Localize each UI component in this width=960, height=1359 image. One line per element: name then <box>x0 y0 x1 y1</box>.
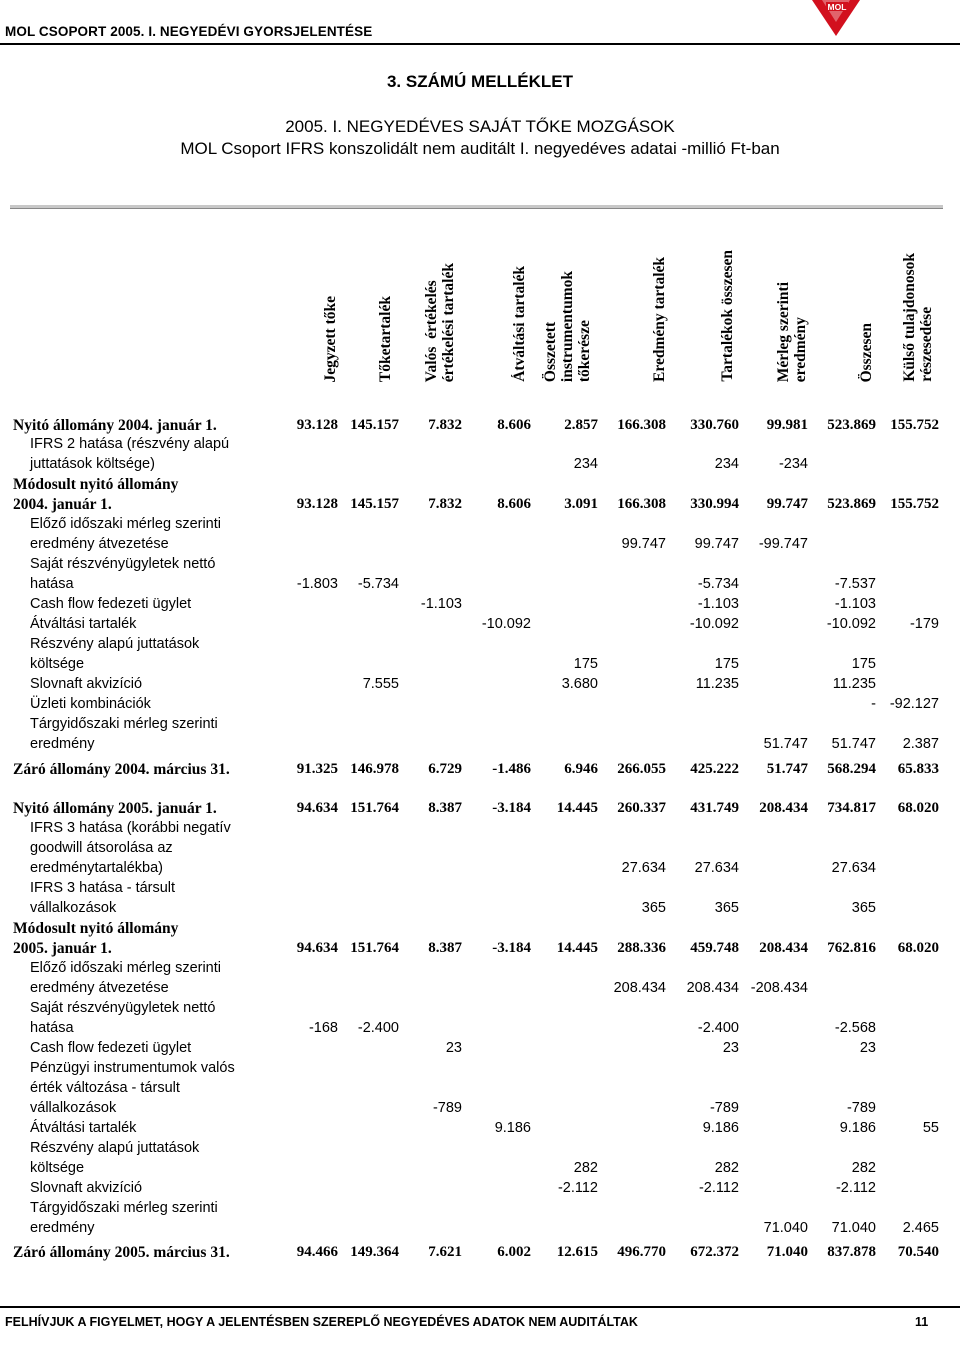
row-label: költsége <box>30 1160 85 1176</box>
row-label: Záró állomány 2005. március 31. <box>13 1244 230 1261</box>
table-cell: -3.184 <box>492 940 531 956</box>
table-cell: 99.747 <box>621 536 666 552</box>
table-cell: 425.222 <box>690 761 739 777</box>
table-row <box>0 1080 960 1100</box>
table-cell: -10.092 <box>689 616 739 632</box>
column-header-label: Valós értékelés értékelési tartalék <box>423 262 457 382</box>
logo-text: MOL <box>827 2 847 12</box>
table-row <box>0 716 960 736</box>
table-cell: 23 <box>859 1040 876 1056</box>
header-title: MOL CSOPORT 2005. I. NEGYEDÉVI GYORSJELENTÉSE <box>5 24 373 39</box>
table-cell: 8.606 <box>497 496 531 512</box>
table-cell: 208.434 <box>613 980 666 996</box>
row-label: Üzleti kombinációk <box>30 696 151 712</box>
footer-note: FELHÍVJUK A FIGYELMET, HOGY A JELENTÉSBEN SZEREPLŐ NEGYEDÉVES ADATOK NEM AUDITÁLTAK <box>5 1315 638 1329</box>
table-cell: 175 <box>714 656 739 672</box>
table-cell: 94.466 <box>296 1244 338 1260</box>
table-cell: 68.020 <box>897 800 939 816</box>
table-row <box>0 536 960 556</box>
column-header <box>511 222 528 382</box>
row-label: Záró állomány 2004. március 31. <box>13 761 230 778</box>
row-label: Módosult nyitó állomány <box>13 920 179 937</box>
table-cell: 2.465 <box>902 1220 939 1236</box>
row-label: Nyitó állomány 2004. január 1. <box>13 417 217 434</box>
table-cell: 68.020 <box>897 940 939 956</box>
table-row <box>0 940 960 960</box>
table-cell: 288.336 <box>617 940 666 956</box>
row-label: IFRS 2 hatása (részvény alapú <box>30 436 230 452</box>
table-cell: 523.869 <box>827 496 876 512</box>
table-cell: 9.186 <box>494 1120 531 1136</box>
table-row <box>0 456 960 476</box>
report-title: 2005. I. NEGYEDÉVES SAJÁT TŐKE MOZGÁSOK <box>285 117 675 136</box>
table-cell: 155.752 <box>890 496 939 512</box>
row-label: Átváltási tartalék <box>30 616 137 632</box>
table-cell: 330.994 <box>690 496 739 512</box>
table-row <box>0 1120 960 1140</box>
table-cell: 14.445 <box>556 800 598 816</box>
table-row <box>0 556 960 576</box>
table-cell: 149.364 <box>350 1244 399 1260</box>
table-cell: 99.981 <box>766 417 808 433</box>
table-cell: 365 <box>714 900 739 916</box>
table-cell: 208.434 <box>759 800 808 816</box>
table-cell: 8.606 <box>497 417 531 433</box>
table-cell: 51.747 <box>763 736 808 752</box>
table-cell: -1.803 <box>296 576 338 592</box>
table-row <box>0 900 960 920</box>
column-header <box>901 222 935 382</box>
table-row <box>0 417 960 437</box>
row-label: Pénzügyi instrumentumok valós <box>30 1060 235 1076</box>
column-header-label: Átváltási tartalék <box>510 266 528 382</box>
table-cell: -2.112 <box>557 1180 598 1196</box>
column-header <box>377 222 394 382</box>
row-label: Cash flow fedezeti ügylet <box>30 1040 192 1056</box>
row-label: Slovnaft akvizíció <box>30 676 143 692</box>
report-subtitle: MOL Csoport IFRS konszolidált nem auditált I. negyedéves adatai -millió Ft-ban <box>180 139 780 158</box>
table-row <box>0 436 960 456</box>
table-cell: -2.400 <box>697 1020 739 1036</box>
table-cell: 7.832 <box>428 417 462 433</box>
table-cell: 71.040 <box>831 1220 876 1236</box>
table-cell: 330.760 <box>690 417 739 433</box>
annex-title: 3. SZÁMÚ MELLÉKLET <box>386 72 574 91</box>
table-cell: 6.946 <box>564 761 598 777</box>
table-cell: 6.002 <box>497 1244 531 1260</box>
table-cell: 175 <box>851 656 876 672</box>
row-label: költsége <box>30 656 85 672</box>
table-cell: -10.092 <box>481 616 531 632</box>
table-row <box>0 960 960 980</box>
table-row <box>0 1220 960 1240</box>
table-cell: 9.186 <box>839 1120 876 1136</box>
row-label: IFRS 3 hatása - társult <box>30 880 176 896</box>
table-cell: 208.434 <box>686 980 739 996</box>
table-cell: 91.325 <box>296 761 338 777</box>
table-cell: 568.294 <box>827 761 876 777</box>
table-cell: 65.833 <box>897 761 939 777</box>
row-label: Nyitó állomány 2005. január 1. <box>13 800 217 817</box>
table-cell: -3.184 <box>492 800 531 816</box>
table-cell: -5.734 <box>697 576 739 592</box>
mol-logo-icon <box>808 0 864 38</box>
column-header <box>322 222 339 382</box>
page-number: 11 <box>915 1315 929 1329</box>
title-separator <box>10 205 943 209</box>
table-row <box>0 616 960 636</box>
row-label: IFRS 3 hatása (korábbi negatív <box>30 820 231 836</box>
row-label: Slovnaft akvizíció <box>30 1180 143 1196</box>
row-label: eredmény átvezetése <box>30 536 169 552</box>
row-label: juttatások költsége) <box>30 456 155 472</box>
table-cell: 145.157 <box>350 417 399 433</box>
column-header-label: Összesen <box>857 322 875 382</box>
row-label: eredmény <box>30 1220 95 1236</box>
row-label: Saját részvényügyletek nettó <box>30 1000 216 1016</box>
table-cell: 93.128 <box>296 496 338 512</box>
row-label: eredmény <box>30 736 95 752</box>
row-label: érték változása - társult <box>30 1080 180 1096</box>
row-label: eredménytartalékba) <box>30 860 163 876</box>
table-row <box>0 761 960 781</box>
table-cell: 71.040 <box>763 1220 808 1236</box>
footer-rule <box>0 1306 960 1308</box>
row-label: eredmény átvezetése <box>30 980 169 996</box>
table-cell: 166.308 <box>617 417 666 433</box>
table-cell: 3.680 <box>561 676 598 692</box>
table-row <box>0 596 960 616</box>
table-cell: 2.857 <box>564 417 598 433</box>
table-row <box>0 656 960 676</box>
table-row <box>0 696 960 716</box>
table-cell: 734.817 <box>827 800 876 816</box>
table-cell: 208.434 <box>759 940 808 956</box>
row-label: Saját részvényügyletek nettó <box>30 556 216 572</box>
table-cell: -2.112 <box>835 1180 876 1196</box>
table-cell: 234 <box>573 456 598 472</box>
table-cell: -92.127 <box>889 696 939 712</box>
column-header <box>775 222 809 382</box>
row-label: hatása <box>30 576 74 592</box>
table-cell: -234 <box>778 456 808 472</box>
table-row <box>0 1040 960 1060</box>
table-row <box>0 880 960 900</box>
table-cell: 837.878 <box>827 1244 876 1260</box>
row-label: 2004. január 1. <box>13 496 112 513</box>
column-header <box>719 222 736 382</box>
row-label: Módosult nyitó állomány <box>13 476 179 493</box>
table-row <box>0 980 960 1000</box>
table-cell: - <box>871 696 876 712</box>
table-cell: 71.040 <box>766 1244 808 1260</box>
table-cell: 431.749 <box>690 800 739 816</box>
table-cell: 151.764 <box>350 940 399 956</box>
table-cell: 3.091 <box>564 496 598 512</box>
table-cell: 12.615 <box>556 1244 598 1260</box>
table-cell: 70.540 <box>897 1244 939 1260</box>
table-cell: 99.747 <box>694 536 739 552</box>
row-label: goodwill átsorolása az <box>30 840 173 856</box>
table-cell: 51.747 <box>831 736 876 752</box>
table-row <box>0 840 960 860</box>
row-label: Részvény alapú juttatások <box>30 636 200 652</box>
table-cell: -1.103 <box>697 596 739 612</box>
table-row <box>0 516 960 536</box>
column-header <box>542 222 593 382</box>
table-cell: 7.555 <box>362 676 399 692</box>
table-row <box>0 1060 960 1080</box>
table-row <box>0 820 960 840</box>
table-row <box>0 636 960 656</box>
table-cell: -208.434 <box>750 980 808 996</box>
table-cell: 496.770 <box>617 1244 666 1260</box>
row-label: Részvény alapú juttatások <box>30 1140 200 1156</box>
row-label: 2005. január 1. <box>13 940 112 957</box>
column-header-label: Tartalékok összesen <box>718 250 736 382</box>
table-cell: -1.103 <box>834 596 876 612</box>
table-cell: 146.978 <box>350 761 399 777</box>
table-cell: 27.634 <box>621 860 666 876</box>
table-row <box>0 476 960 496</box>
table-cell: 151.764 <box>350 800 399 816</box>
table-cell: 282 <box>714 1160 739 1176</box>
table-cell: -179 <box>909 616 939 632</box>
table-row <box>0 576 960 596</box>
table-row <box>0 1180 960 1200</box>
table-row <box>0 1100 960 1120</box>
column-header-label: Jegyzett tőke <box>321 295 339 382</box>
table-cell: 6.729 <box>428 761 462 777</box>
table-cell: 282 <box>851 1160 876 1176</box>
table-row <box>0 736 960 756</box>
table-cell: 523.869 <box>827 417 876 433</box>
table-cell: 7.832 <box>428 496 462 512</box>
table-cell: -2.112 <box>698 1180 739 1196</box>
table-row <box>0 920 960 940</box>
table-row <box>0 1200 960 1220</box>
table-cell: -789 <box>709 1100 739 1116</box>
table-cell: 14.445 <box>556 940 598 956</box>
table-cell: 27.634 <box>831 860 876 876</box>
row-label: Cash flow fedezeti ügylet <box>30 596 192 612</box>
table-cell: 8.387 <box>428 940 462 956</box>
column-header <box>651 222 668 382</box>
table-cell: 11.235 <box>832 676 876 692</box>
row-label: Tárgyidőszaki mérleg szerinti <box>30 716 218 732</box>
table-cell: -5.734 <box>357 576 399 592</box>
table-row <box>0 496 960 516</box>
row-label: Előző időszaki mérleg szerinti <box>30 960 221 976</box>
table-cell: 266.055 <box>617 761 666 777</box>
table-cell: 260.337 <box>617 800 666 816</box>
table-cell: -1.486 <box>492 761 531 777</box>
table-cell: -789 <box>432 1100 462 1116</box>
table-cell: -168 <box>308 1020 338 1036</box>
table-row <box>0 860 960 880</box>
table-cell: 2.387 <box>902 736 939 752</box>
table-cell: 234 <box>714 456 739 472</box>
table-cell: -99.747 <box>758 536 808 552</box>
table-cell: 282 <box>573 1160 598 1176</box>
table-cell: 145.157 <box>350 496 399 512</box>
table-row <box>0 1000 960 1020</box>
table-cell: 459.748 <box>690 940 739 956</box>
table-cell: 175 <box>573 656 598 672</box>
table-cell: 94.634 <box>296 800 338 816</box>
table-cell: 51.747 <box>766 761 808 777</box>
column-header-label: Eredmény tartalék <box>650 257 668 382</box>
table-cell: -1.103 <box>420 596 462 612</box>
table-cell: 365 <box>641 900 666 916</box>
column-header <box>423 222 457 382</box>
table-cell: -10.092 <box>826 616 876 632</box>
table-cell: 55 <box>922 1120 939 1136</box>
row-label: Átváltási tartalék <box>30 1120 137 1136</box>
table-row <box>0 1140 960 1160</box>
column-header-label: Tőketartalék <box>376 295 394 382</box>
table-row <box>0 1020 960 1040</box>
table-row <box>0 1160 960 1180</box>
table-row <box>0 800 960 820</box>
row-label: Előző időszaki mérleg szerinti <box>30 516 221 532</box>
row-label: vállalkozások <box>30 1100 117 1116</box>
table-cell: 166.308 <box>617 496 666 512</box>
column-header-label: Összetett instrumentumok tőkerésze <box>541 270 593 382</box>
row-label: vállalkozások <box>30 900 117 916</box>
table-cell: -2.568 <box>834 1020 876 1036</box>
table-cell: 93.128 <box>296 417 338 433</box>
table-cell: 23 <box>722 1040 739 1056</box>
table-cell: 8.387 <box>428 800 462 816</box>
table-cell: 99.747 <box>766 496 808 512</box>
table-cell: -789 <box>846 1100 876 1116</box>
table-cell: -7.537 <box>834 576 876 592</box>
table-cell: -2.400 <box>357 1020 399 1036</box>
table-cell: 7.621 <box>428 1244 462 1260</box>
row-label: hatása <box>30 1020 74 1036</box>
table-row <box>0 1244 960 1264</box>
column-header <box>858 222 875 382</box>
column-header-label: Külső tulajdonosok részesedése <box>901 253 935 382</box>
table-cell: 155.752 <box>890 417 939 433</box>
table-cell: 762.816 <box>827 940 876 956</box>
header-rule <box>0 43 960 45</box>
table-cell: 672.372 <box>690 1244 739 1260</box>
table-cell: 365 <box>851 900 876 916</box>
table-cell: 23 <box>445 1040 462 1056</box>
column-header-label: Mérleg szerinti eredmény <box>775 281 809 382</box>
row-label: Tárgyidőszaki mérleg szerinti <box>30 1200 218 1216</box>
table-cell: 27.634 <box>694 860 739 876</box>
table-cell: 94.634 <box>296 940 338 956</box>
table-cell: 11.235 <box>695 676 739 692</box>
table-cell: 9.186 <box>702 1120 739 1136</box>
page-header <box>0 0 960 44</box>
table-row <box>0 676 960 696</box>
